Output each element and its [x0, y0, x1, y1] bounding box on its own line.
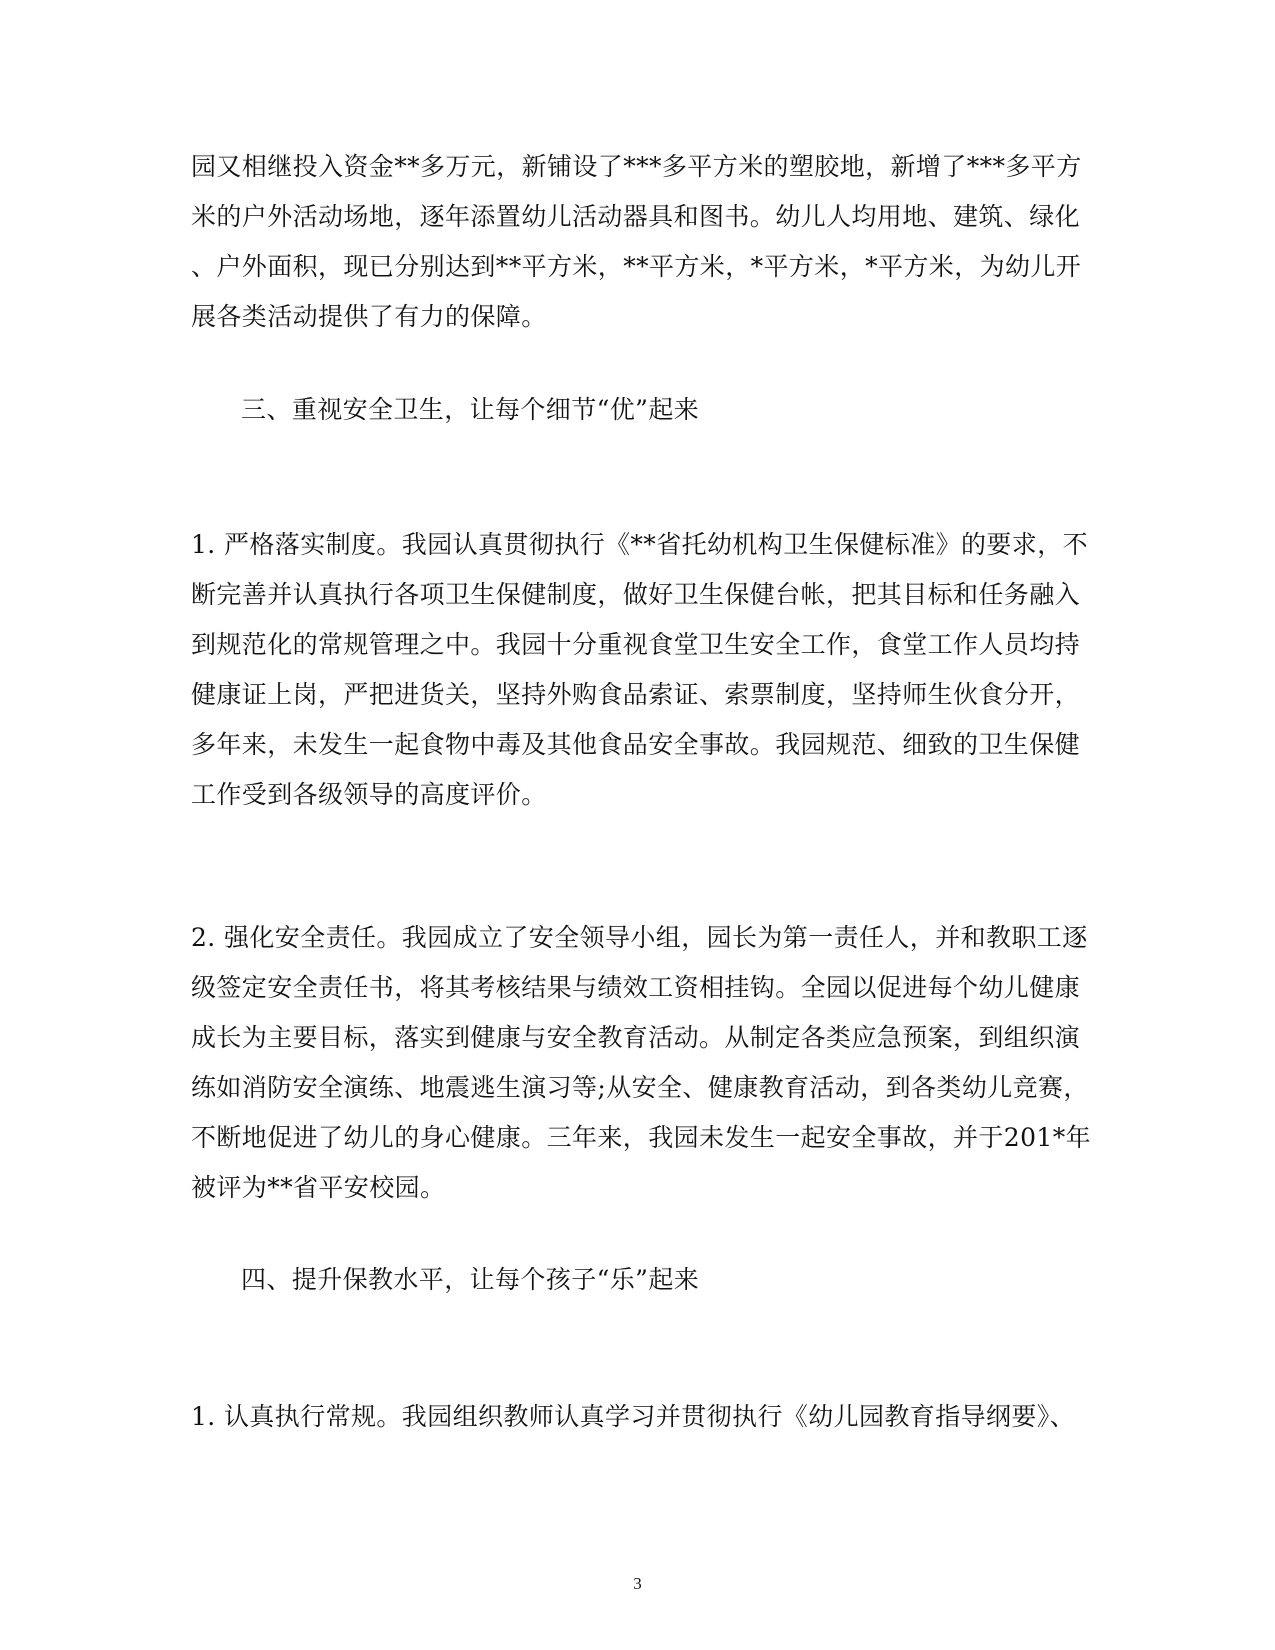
paragraph-2-line-1: 1. 严格落实制度。我园认真贯彻执行《**省托幼机构卫生保健标准》的要求，不	[191, 530, 1089, 559]
section-heading-4: 四、提升保教水平，让每个孩子“乐”起来	[241, 1265, 700, 1294]
paragraph-4-line-1: 1. 认真执行常规。我园组织教师认真学习并贯彻执行《幼儿园教育指导纲要》、	[191, 1402, 1076, 1431]
paragraph-1-line-3: 、户外面积，现已分别达到**平方米，**平方米，*平方米，*平方米，为幼儿开	[191, 252, 1082, 281]
paragraph-1-line-1: 园又相继投入资金**多万元，新铺设了***多平方米的塑胶地，新增了***多平方	[191, 152, 1082, 181]
paragraph-2-line-6: 工作受到各级领导的高度评价。	[191, 780, 547, 809]
paragraph-3-line-2: 级签定安全责任书，将其考核结果与绩效工资相挂钩。全园以促进每个幼儿健康	[191, 973, 1081, 1002]
page-number: 3	[633, 1574, 642, 1593]
paragraph-2-line-2: 断完善并认真执行各项卫生保健制度，做好卫生保健台帐，把其目标和任务融入	[191, 580, 1081, 609]
paragraph-3-line-5: 不断地促进了幼儿的身心健康。三年来，我园未发生一起安全事故，并于201*年	[191, 1123, 1092, 1152]
paragraph-3-line-6: 被评为**省平安校园。	[191, 1173, 446, 1202]
paragraph-3-line-1: 2. 强化安全责任。我园成立了安全领导小组，园长为第一责任人，并和教职工逐	[191, 923, 1088, 952]
paragraph-3-line-3: 成长为主要目标，落实到健康与安全教育活动。从制定各类应急预案，到组织演	[191, 1023, 1081, 1052]
paragraph-3-line-4: 练如消防安全演练、地震逃生演习等;从安全、健康教育活动，到各类幼儿竞赛，	[191, 1073, 1089, 1102]
paragraph-2-line-4: 健康证上岗，严把进货关，坚持外购食品索证、索票制度，坚持师生伙食分开，	[191, 680, 1081, 709]
paragraph-1-line-2: 米的户外活动场地，逐年添置幼儿活动器具和图书。幼儿人均用地、建筑、绿化	[191, 202, 1081, 231]
section-heading-3: 三、重视安全卫生，让每个细节“优”起来	[241, 395, 700, 424]
paragraph-2-line-5: 多年来，未发生一起食物中毒及其他食品安全事故。我园规范、细致的卫生保健	[191, 730, 1081, 759]
paragraph-2-line-3: 到规范化的常规管理之中。我园十分重视食堂卫生安全工作，食堂工作人员均持	[191, 630, 1081, 659]
paragraph-1-line-4: 展各类活动提供了有力的保障。	[191, 302, 547, 331]
